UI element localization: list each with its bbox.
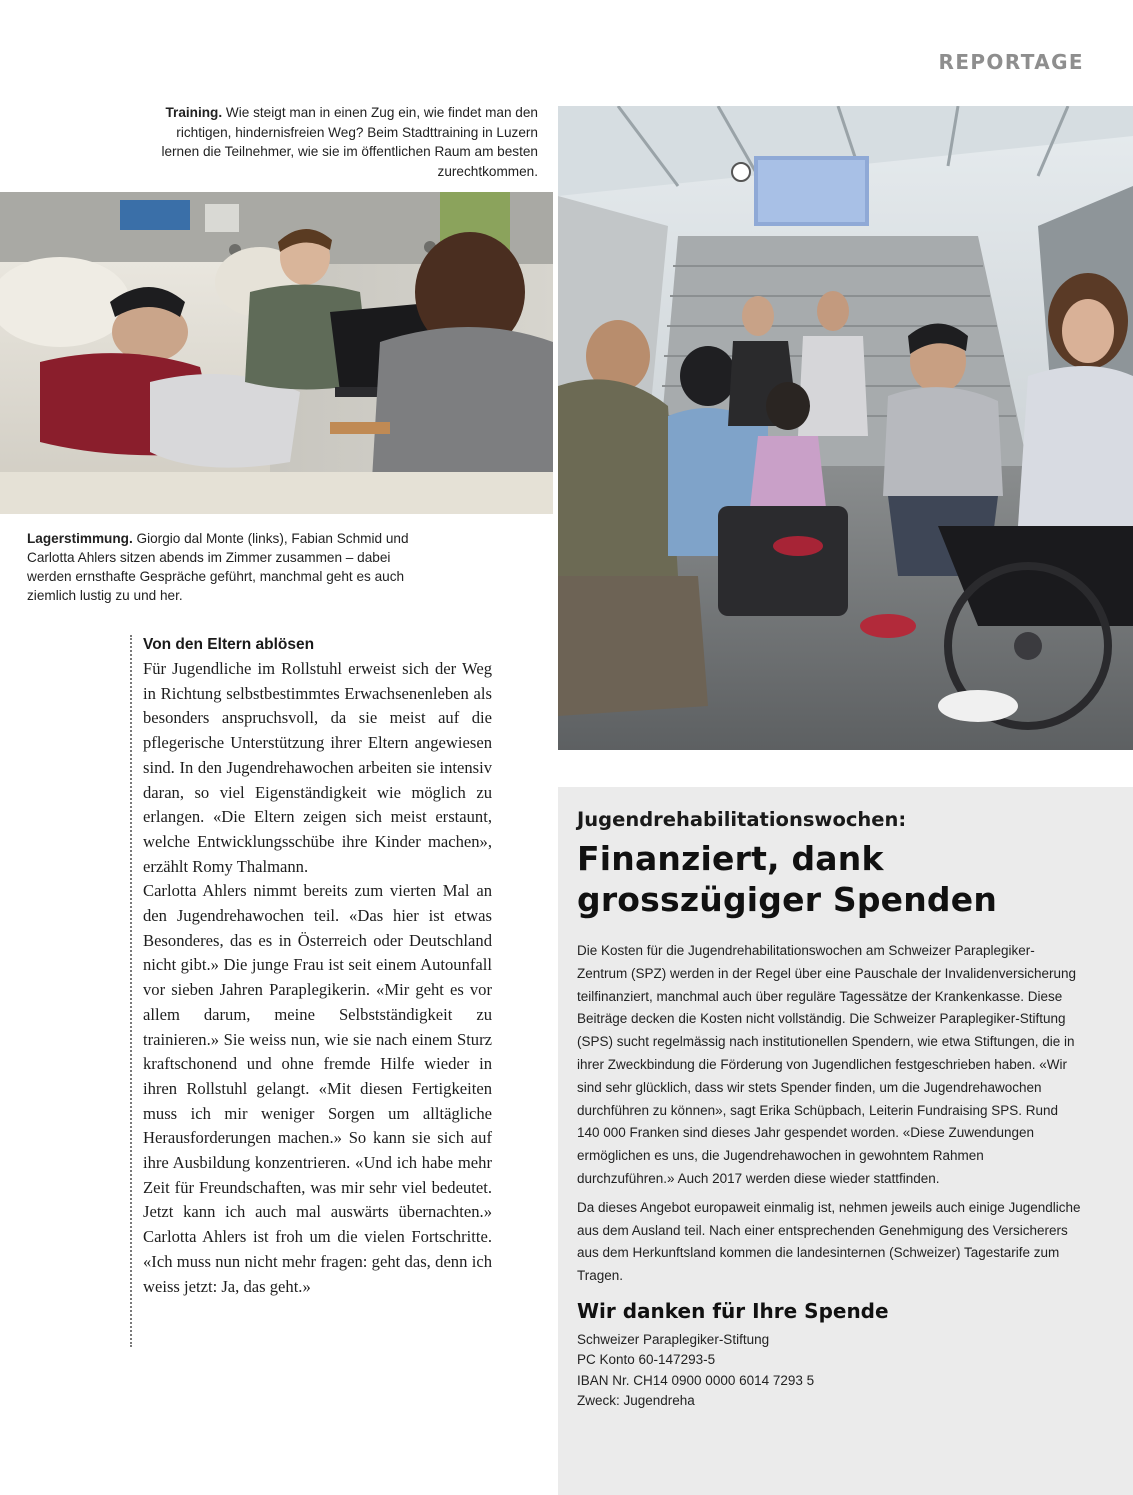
section-label: REPORTAGE bbox=[938, 50, 1084, 74]
article-paragraph: Für Jugendliche im Rollstuhl erweist sich der Weg in Richtung selbstbestimmtes Erwachsenenleben als besonders anspruchsvoll, da sie meist auf die pflegerische Unterstützung ihrer Eltern angewiesen sind. In den Jugendrehawochen arbeiten sie intensiv daran, so viel Eigenständigkeit wie möglich zu erlangen. «Die Eltern zeigen sich meist erstaunt, welche Entwicklungsschübe ihre Kinder machen», erzählt Romy Thalmann. bbox=[143, 659, 492, 876]
info-box-title bbox=[577, 838, 1081, 920]
photo-caption-lagerstimmung bbox=[27, 529, 437, 605]
info-box-title-line: grosszügiger Spenden bbox=[577, 880, 998, 919]
article-body bbox=[143, 657, 492, 1299]
donation-line: Schweizer Paraplegiker-Stiftung bbox=[577, 1331, 770, 1347]
caption-text: Wie steigt man in einen Zug ein, wie findet man den richtigen, hindernisfreien Weg? Beim Stadttraining in Luzern lernen die Teilnehmer, wie sie im öffentlichen Raum am besten zurechtkommen. bbox=[161, 105, 538, 179]
donation-details bbox=[577, 1330, 1081, 1412]
info-box-title-line: Finanziert, dank bbox=[577, 839, 884, 878]
donation-line: IBAN Nr. CH14 0900 0000 6014 7293 5 bbox=[577, 1372, 815, 1388]
caption-text: Giorgio dal Monte (links), Fabian Schmid und Carlotta Ahlers sitzen abends im Zimmer zusammen – dabei werden ernsthafte Gespräche geführt, manchmal geht es auch ziemlich lustig zu und her. bbox=[27, 531, 409, 603]
donation-line: PC Konto 60-147293-5 bbox=[577, 1352, 716, 1368]
article-subheading: Von den Eltern ablösen bbox=[143, 636, 315, 653]
photo-train-station bbox=[558, 106, 1133, 750]
info-box-paragraph: Da dieses Angebot europaweit einmalig ist, nehmen jeweils auch einige Jugendliche aus dem Ausland teil. Nach einer entsprechenden Genehmigung des Versicherers aus dem Herkunftsland kommen die landesinternen (Schweizer) Tagestarife zum Tragen. bbox=[577, 1199, 1081, 1284]
info-box-financing bbox=[558, 787, 1133, 1495]
info-box-paragraph: Die Kosten für die Jugendrehabilitationswochen am Schweizer Paraplegiker-Zentrum (SPZ) werden in der Regel über eine Pauschale der Invalidenversicherung teilfinanziert, manchmal auch über reguläre Tagessätze der Krankenkasse. Diese Beiträge decken die Kosten nicht vollständig. Die Schweizer Paraplegiker-Stiftung (SPS) sucht regelmässig nach institutionellen Spendern, wie etwa Stiftungen, die in ihrer Zweckbindung die Förderung von Jugendlichen festgeschrieben haben. «Wir sind sehr glücklich, dass wir stets Spender finden, um die Jugendrehawochen durchführen zu können», sagt Erika Schüpbach, Leiterin Fundraising SPS. Rund 140 000 Franken sind dieses Jahr gespendet worden. «Diese Zuwendungen ermöglichen es uns, die Jugendrehawochen in gewohntem Rahmen durchzuführen.» Auch 2017 werden diese wieder stattfinden. bbox=[577, 943, 1077, 1186]
info-box-kicker: Jugendrehabilitationswochen: bbox=[577, 808, 907, 831]
photo-hospital-room bbox=[0, 192, 553, 514]
caption-lead: Lagerstimmung. bbox=[27, 531, 133, 546]
article-column bbox=[130, 635, 492, 1347]
caption-lead: Training. bbox=[165, 105, 223, 120]
info-box-body bbox=[577, 940, 1081, 1288]
donation-line: Zweck: Jugendreha bbox=[577, 1393, 695, 1409]
photo-caption-training bbox=[150, 103, 538, 181]
article-paragraph: Carlotta Ahlers nimmt bereits zum vierten Mal an den Jugendrehawochen teil. «Das hier ist etwas Besonderes, das es in Österreich oder Deutschland nicht gibt.» Die junge Frau ist seit einem Autounfall vor sieben Jahren Paraplegikerin. «Mir geht es vor allem darum, meine Selbstständigkeit zu trainieren.» Sie weiss nun, wie sie nach einem Sturz kraftschonend und ohne fremde Hilfe wieder in ihren Rollstuhl gelangt. «Mit diesen Fertigkeiten muss ich mir weniger Sorgen um alltägliche Herausforderungen machen.» So kann sie sich auf ihre Ausbildung konzentrieren. «Und ich habe mehr Zeit für Freundschaften, was mir sehr viel bedeutet. Jetzt kann ich auch mal auswärts übernachten.» Carlotta Ahlers ist froh um die vielen Fortschritte. «Ich muss nun nicht mehr fragen: geht das, denn ich weiss jetzt: Ja, das geht.» bbox=[143, 881, 492, 1296]
donation-heading: Wir danken für Ihre Spende bbox=[577, 1298, 889, 1323]
